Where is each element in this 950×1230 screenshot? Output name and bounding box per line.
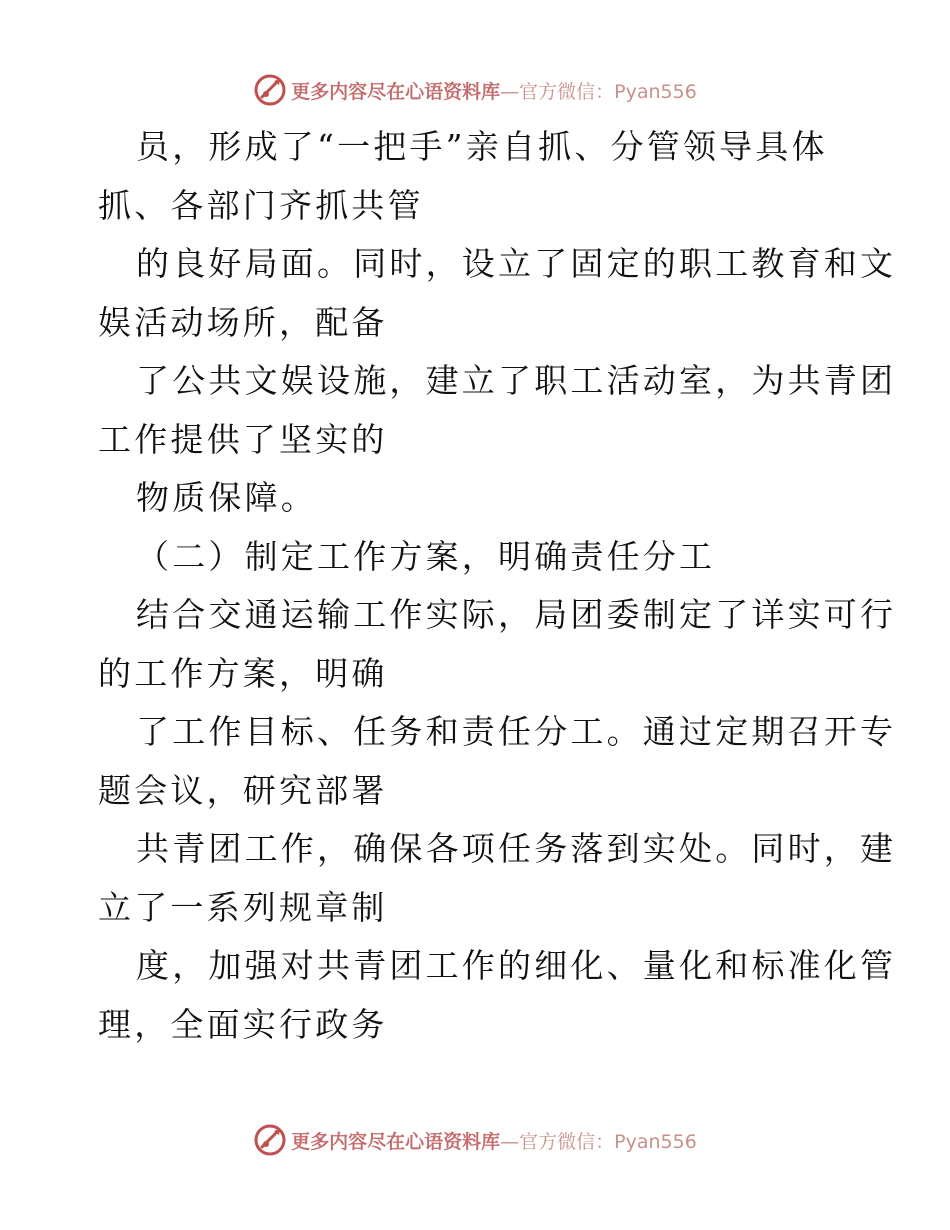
text-line: 立了一系列规章制 xyxy=(98,887,388,927)
watermark-brand: 更多内容尽在心语资料库 xyxy=(291,80,501,103)
text-line: 了公共文娱设施，建立了职工活动室，为共青团 xyxy=(136,361,897,400)
text-line: 结合交通运输工作实际，局团委制定了详实可行 xyxy=(136,595,897,634)
footer-watermark xyxy=(0,1120,950,1160)
text-line: 抓、各部门齐抓共管 xyxy=(98,185,424,225)
text-line: 题会议，研究部署 xyxy=(98,770,388,810)
text-line: 的良好局面。同时，设立了固定的职工教育和文 xyxy=(136,244,897,283)
text-line: 物质保障。 xyxy=(136,478,317,517)
logo-icon xyxy=(253,1123,287,1157)
text-line: 度，加强对共青团工作的细化、量化和标准化管 xyxy=(136,946,897,985)
watermark-suffix: —官方微信：Pyan556 xyxy=(500,1130,697,1153)
text-line: （二）制定工作方案，明确责任分工 xyxy=(136,536,716,576)
watermark-suffix: —官方微信：Pyan556 xyxy=(500,80,697,103)
text-line: 工作提供了坚实的 xyxy=(98,419,388,459)
logo-icon xyxy=(253,73,287,107)
text-line: 了工作目标、任务和责任分工。通过定期召开专 xyxy=(136,712,897,751)
watermark-brand: 更多内容尽在心语资料库 xyxy=(291,1130,501,1153)
watermark-text xyxy=(291,1127,697,1154)
text-line: 的工作方案，明确 xyxy=(98,653,388,693)
text-line: 员，形成了“一把手”亲自抓、分管领导具体 xyxy=(136,127,828,166)
text-line: 共青团工作，确保各项任务落到实处。同时，建 xyxy=(136,829,897,868)
document-body xyxy=(98,118,897,1054)
header-watermark xyxy=(0,70,950,110)
text-line: 娱活动场所，配备 xyxy=(98,302,388,342)
text-line: 理，全面实行政务 xyxy=(98,1004,388,1044)
watermark-text xyxy=(291,77,697,104)
